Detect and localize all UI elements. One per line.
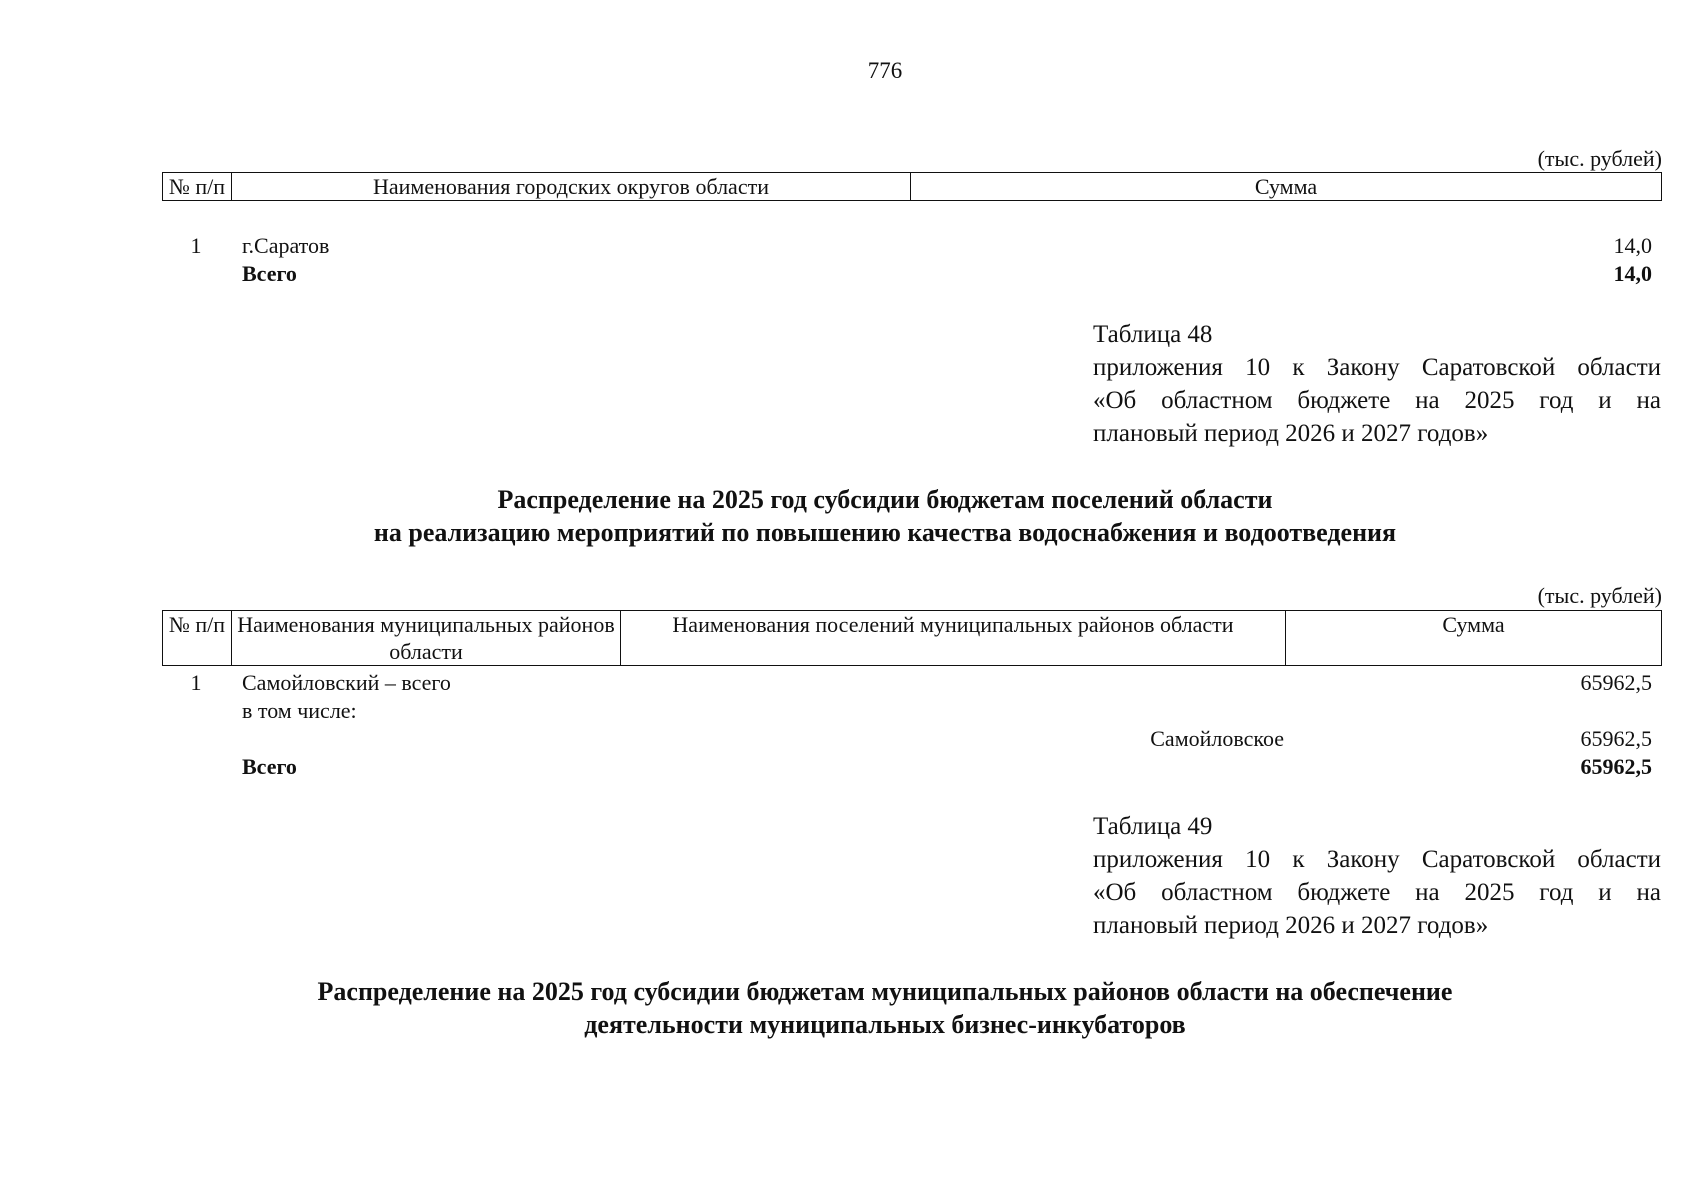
col-name-header: Наименования городских округов области [232,173,911,201]
col-num-header: № п/п [163,611,232,666]
appendix-line: плановый период 2026 и 2027 годов» [1093,420,1489,447]
appendix-line: приложения 10 к Закону Саратовской области [1093,846,1661,873]
col-sum-header: Сумма [911,173,1662,201]
total-sum: 65962,5 [1580,754,1652,779]
col-sum-header: Сумма [1286,611,1662,666]
col-num-header: № п/п [163,173,232,201]
section-heading: Распределение на 2025 год субсидии бюджетам поселений области на реализацию мероприятий по повышению качества водоснабжения и водоотведения [373,485,1397,547]
row-sum: 65962,5 [1580,670,1652,695]
col-district-header: Наименования муниципальных районов области [232,611,621,666]
row-district: Самойловский – всего [242,670,451,695]
appendix-note [1093,810,1661,942]
row-sum: 14,0 [1613,233,1652,258]
appendix-line: приложения 10 к Закону Саратовской области [1093,354,1661,381]
row-num: 1 [190,233,202,258]
units-label: (тыс. рублей) [1537,583,1662,608]
appendix-line: плановый период 2026 и 2027 годов» [1093,912,1489,939]
row-num: 1 [190,670,202,695]
total-label: Всего [242,754,297,779]
table-header-settlements [162,610,1662,666]
appendix-table-number: Таблица 49 [1093,813,1213,840]
page-number: 776 [867,58,903,83]
total-sum: 14,0 [1613,261,1652,286]
appendix-line: «Об областном бюджете на 2025 год и на [1093,879,1661,906]
row-district: в том числе: [242,698,357,723]
appendix-table-number: Таблица 48 [1093,321,1213,348]
units-label: (тыс. рублей) [1537,146,1662,171]
row-name: г.Саратов [242,233,330,258]
section-heading: Распределение на 2025 год субсидии бюджетам муниципальных районов области на обеспечение деятельности муниципальных бизнес-инкубаторов [317,977,1453,1039]
row-settlement: Самойловское [1150,726,1284,751]
row-sum: 65962,5 [1580,726,1652,751]
total-label: Всего [242,261,297,286]
table-header-districts [162,172,1662,201]
appendix-line: «Об областном бюджете на 2025 год и на [1093,387,1661,414]
col-settlement-header: Наименования поселений муниципальных районов области [621,611,1286,666]
appendix-note [1093,318,1661,450]
